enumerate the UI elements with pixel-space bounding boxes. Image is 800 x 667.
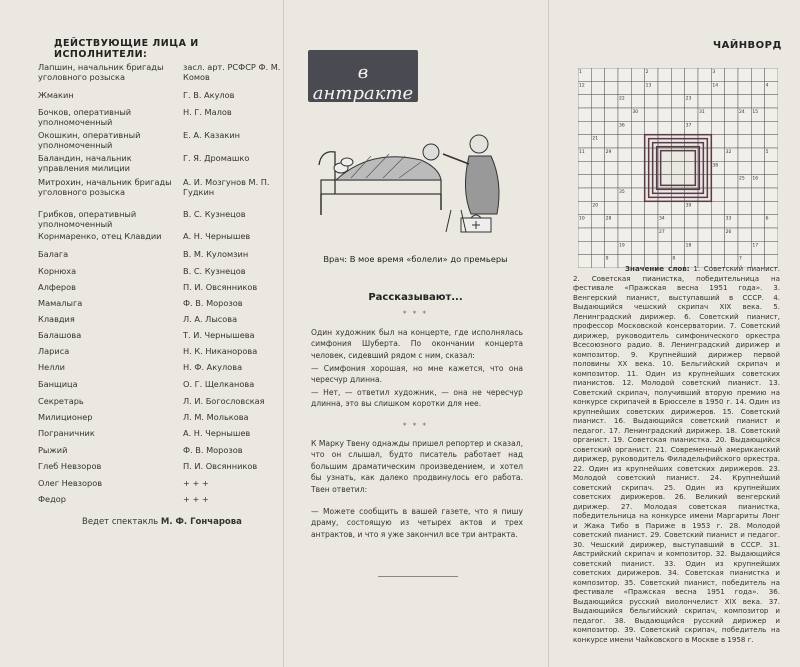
- cast-actor: Ф. В. Морозов: [183, 298, 243, 308]
- chainword-cell: [765, 175, 778, 188]
- chainword-cell: [631, 135, 644, 148]
- chainword-number: 23: [685, 96, 692, 102]
- chainword-cell: [725, 175, 738, 188]
- chainword-cell: [631, 81, 644, 94]
- chainword-cell: [658, 121, 671, 134]
- cast-actor: Л. М. Молькова: [183, 412, 249, 422]
- chainword-cell: [578, 161, 591, 174]
- chainword-cell: [605, 201, 618, 214]
- spiral-center-square: [649, 139, 708, 198]
- cast-actor: Н. Ф. Акулова: [183, 362, 243, 372]
- chainword-cell: [645, 215, 658, 228]
- chainword-cell: [738, 68, 751, 81]
- chainword-cell: [711, 95, 724, 108]
- chainword-number: 5: [765, 150, 769, 155]
- chainword-cell: [751, 81, 764, 94]
- anecdote-1-line-2: — Нет, — ответил художник, — она не чересчур длинна, это вы слишком коротки для нее.: [311, 388, 523, 409]
- spiral-center-square: [661, 151, 696, 186]
- chainword-cell: [725, 95, 738, 108]
- cast-role: Федор: [38, 494, 66, 504]
- chainword-number: 26: [725, 230, 732, 235]
- chainword-cell: [738, 188, 751, 201]
- chainword-number: 30: [632, 110, 639, 115]
- chainword-number: 24: [739, 110, 745, 115]
- cast-role: Клавдия: [38, 314, 75, 324]
- cartoon-caption: Врач: В мое время «болели» до премьеры: [323, 254, 508, 264]
- chainword-cell: [698, 241, 711, 254]
- cast-actor: + + +: [183, 478, 209, 488]
- chainword-cell: [645, 241, 658, 254]
- chainword-cell: [631, 215, 644, 228]
- cast-role: Корнюха: [38, 266, 77, 276]
- chainword-number: 3: [712, 70, 716, 75]
- chainword-cell: [631, 175, 644, 188]
- chainword-cell: [605, 135, 618, 148]
- director-name: М. Ф. Гончарова: [160, 517, 242, 527]
- chainword-cell: [591, 121, 604, 134]
- cast-role: Мамалыга: [38, 298, 83, 308]
- cast-role: Пограничник: [38, 428, 95, 438]
- chainword-cell: [618, 228, 631, 241]
- chainword-cell: [658, 241, 671, 254]
- chainword-cell: [671, 68, 684, 81]
- chainword-cell: [591, 188, 604, 201]
- chainword-cell: [645, 108, 658, 121]
- directed-label: Ведет спектакль: [82, 517, 159, 527]
- anecdotes-title: Рассказывают...: [368, 292, 463, 303]
- chainword-cell: [698, 215, 711, 228]
- chainword-cell: [631, 241, 644, 254]
- anecdote-1-line-1: — Симфония хорошая, но мне кажется, что она чересчур длинна.: [311, 364, 523, 385]
- chainword-cell: [765, 228, 778, 241]
- chainword-number: 37: [685, 123, 692, 129]
- cast-role: Митрохин, начальник бригады уголовного розыска: [38, 177, 172, 197]
- chainword-cell: [711, 148, 724, 161]
- chainword-cell: [645, 201, 658, 214]
- chainword-cell: [618, 135, 631, 148]
- cast-role: Глеб Невзоров: [38, 461, 102, 471]
- cast-role: Баландин, начальник управления милиции: [38, 153, 132, 173]
- chainword-cell: [618, 175, 631, 188]
- chainword-title: ЧАЙНВОРД: [713, 40, 782, 51]
- cast-role: Рыжий: [38, 445, 68, 455]
- divider-line: [378, 576, 458, 577]
- chainword-cell: [751, 201, 764, 214]
- chainword-cell: [591, 175, 604, 188]
- cast-actor: А. Н. Чернышев: [183, 231, 251, 241]
- chainword-number: 36: [619, 123, 625, 129]
- chainword-cell: [578, 188, 591, 201]
- chainword-clues: [573, 264, 780, 644]
- chainword-number: 6: [765, 216, 769, 222]
- cast-actor: засл. арт. РСФСР Ф. М. Комов: [183, 62, 281, 82]
- chainword-cell: [671, 121, 684, 134]
- cast-actor: П. И. Овсянников: [183, 282, 258, 292]
- chainword-cell: [591, 241, 604, 254]
- chainword-number: 20: [592, 203, 599, 209]
- cast-actor: В. С. Кузнецов: [183, 266, 246, 276]
- interval-column: [283, 0, 548, 667]
- cast-role: Банщица: [38, 379, 78, 389]
- chainword-number: 35: [619, 190, 625, 195]
- chainword-cell: [711, 215, 724, 228]
- chainword-number: 19: [619, 243, 625, 249]
- chainword-cell: [631, 121, 644, 134]
- chainword-cell: [631, 95, 644, 108]
- chainword-cell: [645, 95, 658, 108]
- chainword-cell: [578, 121, 591, 134]
- chainword-cell: [618, 215, 631, 228]
- chainword-cell: [591, 161, 604, 174]
- cast-role: Олег Невзоров: [38, 478, 103, 488]
- chainword-cell: [591, 108, 604, 121]
- anecdote-2-intro: К Марку Твену однажды пришел репортер и сказал, что он слышал, будто писатель работает над большим драматическим произведением, и хотел бы узнать, как далеко продвинулось его работа. Твен ответил:: [311, 439, 523, 494]
- chainword-cell: [698, 228, 711, 241]
- chainword-cell: [605, 241, 618, 254]
- cast-role: Окошкин, оперативный уполномоченный: [38, 130, 141, 150]
- cast-role: Алферов: [38, 282, 76, 292]
- chainword-cell: [685, 228, 698, 241]
- cast-role: Нелли: [38, 362, 65, 372]
- chainword-cell: [631, 161, 644, 174]
- chainword-cell: [751, 215, 764, 228]
- chainword-number: 15: [752, 110, 759, 115]
- chainword-cell: [618, 161, 631, 174]
- chainword-number: 27: [659, 230, 665, 235]
- chainword-cell: [725, 68, 738, 81]
- chainword-cell: [711, 175, 724, 188]
- chainword-cell: [698, 121, 711, 134]
- cast-role: Грибков, оперативный уполномоченный: [38, 209, 137, 229]
- chainword-cell: [605, 121, 618, 134]
- chainword-number: 32: [725, 150, 732, 155]
- chainword-cell: [671, 201, 684, 214]
- chainword-cell: [698, 68, 711, 81]
- chainword-cell: [751, 121, 764, 134]
- chainword-cell: [725, 161, 738, 174]
- chainword-number: 28: [605, 216, 612, 222]
- cast-role: Лапшин, начальник бригады уголовного розыска: [38, 62, 164, 82]
- chainword-cell: [591, 81, 604, 94]
- chainword-number: 25: [739, 176, 745, 182]
- chainword-cell: [738, 121, 751, 134]
- chainword-cell: [711, 188, 724, 201]
- anecdote-2-reply: — Можете сообщить в вашей газете, что я пишу драму, состоящую из четырех актов и трех антрактов, и что я уже закончил все три антракта.: [311, 507, 523, 539]
- chainword-number: 38: [712, 163, 719, 169]
- chainword-cell: [738, 81, 751, 94]
- chainword-cell: [671, 215, 684, 228]
- chainword-number: 31: [699, 110, 705, 115]
- chainword-number: 34: [659, 216, 665, 222]
- chainword-cell: [725, 135, 738, 148]
- chainword-cell: [671, 228, 684, 241]
- chainword-cell: [751, 161, 764, 174]
- chainword-number: 13: [645, 83, 652, 89]
- chainword-cell: [618, 68, 631, 81]
- chainword-cell: [605, 95, 618, 108]
- chainword-cell: [605, 81, 618, 94]
- chainword-cell: [711, 121, 724, 134]
- cast-role: Корнмаренко, отец Клавдии: [38, 231, 162, 241]
- chainword-number: 7: [739, 256, 742, 262]
- chainword-grid: [578, 68, 778, 268]
- chainword-number: 2: [645, 70, 649, 75]
- chainword-cell: [751, 148, 764, 161]
- chainword-number: 29: [605, 150, 612, 155]
- cast-actor: + + +: [183, 494, 209, 504]
- cast-actor: Г. В. Акулов: [183, 90, 235, 100]
- cast-actor: А. Н. Чернышев: [183, 428, 251, 438]
- chainword-cell: [671, 108, 684, 121]
- chainword-cell: [631, 188, 644, 201]
- chainword-cell: [605, 108, 618, 121]
- chainword-cell: [618, 108, 631, 121]
- chainword-number: 17: [752, 243, 759, 249]
- chainword-cell: [725, 121, 738, 134]
- anecdote-1-intro: Один художник был на концерте, где исполнялась симфония Шуберта. По окончании концерта человек, сидевший рядом с ним, сказал:: [311, 328, 523, 360]
- chainword-cell: [658, 95, 671, 108]
- chainword-number: 4: [765, 83, 769, 89]
- chainword-cell: [725, 188, 738, 201]
- chainword-cell: [685, 108, 698, 121]
- spiral-center-square: [657, 147, 700, 190]
- cast-actor: Н. К. Никанорова: [183, 346, 258, 356]
- clues-label: Значение слов:: [625, 264, 690, 273]
- chainword-cell: [738, 201, 751, 214]
- chainword-cell: [765, 108, 778, 121]
- chainword-cell: [751, 188, 764, 201]
- cast-actor: В. М. Куломзин: [183, 249, 249, 259]
- chainword-cell: [765, 241, 778, 254]
- cast-actor: Ф. В. Морозов: [183, 445, 243, 455]
- chainword-cell: [631, 201, 644, 214]
- chainword-cell: [725, 241, 738, 254]
- chainword-cell: [658, 68, 671, 81]
- cast-column: [0, 0, 283, 667]
- chainword-cell: [685, 68, 698, 81]
- chainword-cell: [671, 161, 684, 174]
- chainword-cell: [738, 228, 751, 241]
- chainword-cell: [645, 228, 658, 241]
- chainword-cell: [618, 148, 631, 161]
- cast-actor: Л. А. Лысова: [183, 314, 238, 324]
- chainword-number: 21: [592, 136, 599, 142]
- chainword-cell: [605, 161, 618, 174]
- chainword-cell: [591, 95, 604, 108]
- chainword-cell: [578, 241, 591, 254]
- cast-role: Бочков, оперативный уполномоченный: [38, 107, 132, 127]
- spiral-center-square: [645, 135, 712, 202]
- cast-role: Лариса: [38, 346, 70, 356]
- chainword-cell: [765, 135, 778, 148]
- chainword-cell: [738, 95, 751, 108]
- chainword-cell: [591, 215, 604, 228]
- chainword-cell: [738, 215, 751, 228]
- chainword-number: 14: [712, 83, 719, 89]
- chainword-cell: [685, 81, 698, 94]
- chainword-cell: [765, 201, 778, 214]
- separator-stars: * * *: [403, 310, 428, 318]
- chainword-cell: [591, 228, 604, 241]
- chainword-cell: [578, 201, 591, 214]
- cast-role: Балага: [38, 249, 69, 259]
- cast-role: Секретарь: [38, 396, 84, 406]
- chainword-number: 33: [725, 216, 732, 222]
- chainword-cell: [605, 68, 618, 81]
- cast-role: Балашова: [38, 330, 82, 340]
- chainword-cell: [725, 201, 738, 214]
- chainword-number: 8: [672, 256, 676, 262]
- chainword-cell: [605, 188, 618, 201]
- separator-stars-2: * * *: [403, 422, 428, 430]
- chainword-cell: [578, 135, 591, 148]
- chainword-cell: [631, 68, 644, 81]
- chainword-cell: [605, 228, 618, 241]
- chainword-cell: [578, 95, 591, 108]
- chainword-cell: [725, 81, 738, 94]
- chainword-cell: [738, 241, 751, 254]
- chainword-cell: [591, 68, 604, 81]
- chainword-number: 16: [752, 176, 759, 182]
- cast-actor: Е. А. Казакин: [183, 130, 241, 140]
- cast-actor: Г. Я. Дромашко: [183, 153, 250, 163]
- chainword-cell: [631, 148, 644, 161]
- doctor-cartoon-illustration: [311, 110, 521, 238]
- chainword-cell: [738, 148, 751, 161]
- v-antrakte-logo: [308, 50, 418, 102]
- cast-role: Милиционер: [38, 412, 93, 422]
- chainword-number: 9: [605, 256, 609, 262]
- chainword-cell: [751, 68, 764, 81]
- chainword-cell: [591, 148, 604, 161]
- chainword-cell: [658, 81, 671, 94]
- chainword-cell: [631, 228, 644, 241]
- cast-title: ДЕЙСТВУЮЩИЕ ЛИЦА И ИСПОЛНИТЕЛИ:: [54, 38, 199, 60]
- chainword-cell: [711, 108, 724, 121]
- chainword-cell: [671, 81, 684, 94]
- chainword-cell: [738, 161, 751, 174]
- chainword-cell: [765, 68, 778, 81]
- cast-actor: А. И. Мозгунов М. П. Гудкин: [183, 177, 270, 197]
- chainword-cell: [738, 135, 751, 148]
- chainword-number: 11: [579, 150, 585, 155]
- cast-actor: П. И. Овсянников: [183, 461, 258, 471]
- cast-actor: О. Г. Щелканова: [183, 379, 255, 389]
- logo-text: в антракте: [312, 62, 414, 104]
- chainword-cell: [711, 201, 724, 214]
- chainword-cell: [578, 175, 591, 188]
- chainword-cell: [671, 95, 684, 108]
- chainword-column: [548, 0, 800, 667]
- chainword-cell: [765, 121, 778, 134]
- chainword-cell: [658, 201, 671, 214]
- chainword-cell: [725, 108, 738, 121]
- chainword-cell: [658, 108, 671, 121]
- cast-actor: Л. И. Богословская: [183, 396, 265, 406]
- chainword-cell: [685, 215, 698, 228]
- chainword-number: 39: [685, 203, 692, 209]
- chainword-cell: [765, 188, 778, 201]
- chainword-cell: [751, 228, 764, 241]
- cast-role: Жмакин: [38, 90, 74, 100]
- chainword-cell: [765, 161, 778, 174]
- chainword-cell: [618, 81, 631, 94]
- chainword-cell: [698, 201, 711, 214]
- chainword-cell: [751, 135, 764, 148]
- chainword-cell: [578, 108, 591, 121]
- chainword-cell: [578, 228, 591, 241]
- chainword-number: 12: [579, 83, 585, 89]
- cast-actor: Т. И. Чернышева: [183, 330, 255, 340]
- chainword-cell: [671, 241, 684, 254]
- cast-actor: В. С. Кузнецов: [183, 209, 246, 219]
- chainword-number: 22: [619, 96, 625, 102]
- cast-actor: Н. Г. Малов: [183, 107, 232, 117]
- chainword-cell: [618, 201, 631, 214]
- chainword-number: 18: [685, 243, 692, 249]
- clues-text: 1. Советский пианист. 2. Советская пианистка, победительница на фестивале «Пражская весна 1951 года». 3. Венгерский пианист, выступавший в СССР. 4. Выдающийся чешский скрипач XIX века. 5. Ленинградский дирижер. 6. Советский пианист, профессор Московской консерватории. 7. Советский дирижер, руководитель симфонического оркестра Всесоюзного радио. 8. Ленинградский дирижер и композитор. 9. Крупнейший дирижер первой половины XX века. 10. Бельгийский скрипач и композитор. 11. Один из крупнейших советских пианистов. 12. Молодой советский пианист. 13. Советский скрипач, получивший вторую премию на конкурсе скрипачей в Брюсселе в 1950 г. 14. Один из крупнейших советских дирижеров. 15. Советский пианист. 16. Выдающийся советский пианист и педагог. 17. Ленинградский дирижер. 18. Советский органист. 19. Советская пианистка. 20. Выдающийся советский органист. 21. Современный американский дирижер, руководитель Филадельфийского оркестра. 22. Один из крупнейших советских дирижеров. 23. Молодой советский пианист. 24. Крупнейший советский скрипач. 25. Один из крупнейших советских дирижеров. 26. Великий венгерский дирижер. 27. Молодая советская пианистка, победительница на конкурсе имени Маргариты Лонг и Жака Тибо в Париже в 1953 г. 28. Молодой советский пианист. 29. Советский пианист и педагог. 30. Чешский дирижер, выступавший в СССР. 31. Австрийский скрипач и композитор. 32. Выдающийся советский пианист. 33. Один из крупнейших советских дирижеров. 34. Советская пианистка и композитор. 35. Советский пианист, победитель на фестивале «Пражская весна 1951 года». 36. Выдающийся русский виолончелист XIX века. 37. Выдающийся бельгийский скрипач, композитор и педагог. 38. Выдающийся русский дирижер и композитор. 39. Советский скрипач, победитель на конкурсе имени Чайковского в Москве в 1958 г.: [573, 264, 780, 644]
- chainword-cell: [698, 81, 711, 94]
- chainword-number: 10: [579, 216, 585, 222]
- chainword-cell: [711, 135, 724, 148]
- chainword-cell: [605, 175, 618, 188]
- chainword-number: 1: [579, 70, 582, 75]
- chainword-cell: [751, 95, 764, 108]
- chainword-cell: [645, 121, 658, 134]
- chainword-cell: [711, 241, 724, 254]
- chainword-cell: [765, 95, 778, 108]
- chainword-cell: [698, 95, 711, 108]
- directed-by: [82, 517, 242, 527]
- chainword-cell: [711, 228, 724, 241]
